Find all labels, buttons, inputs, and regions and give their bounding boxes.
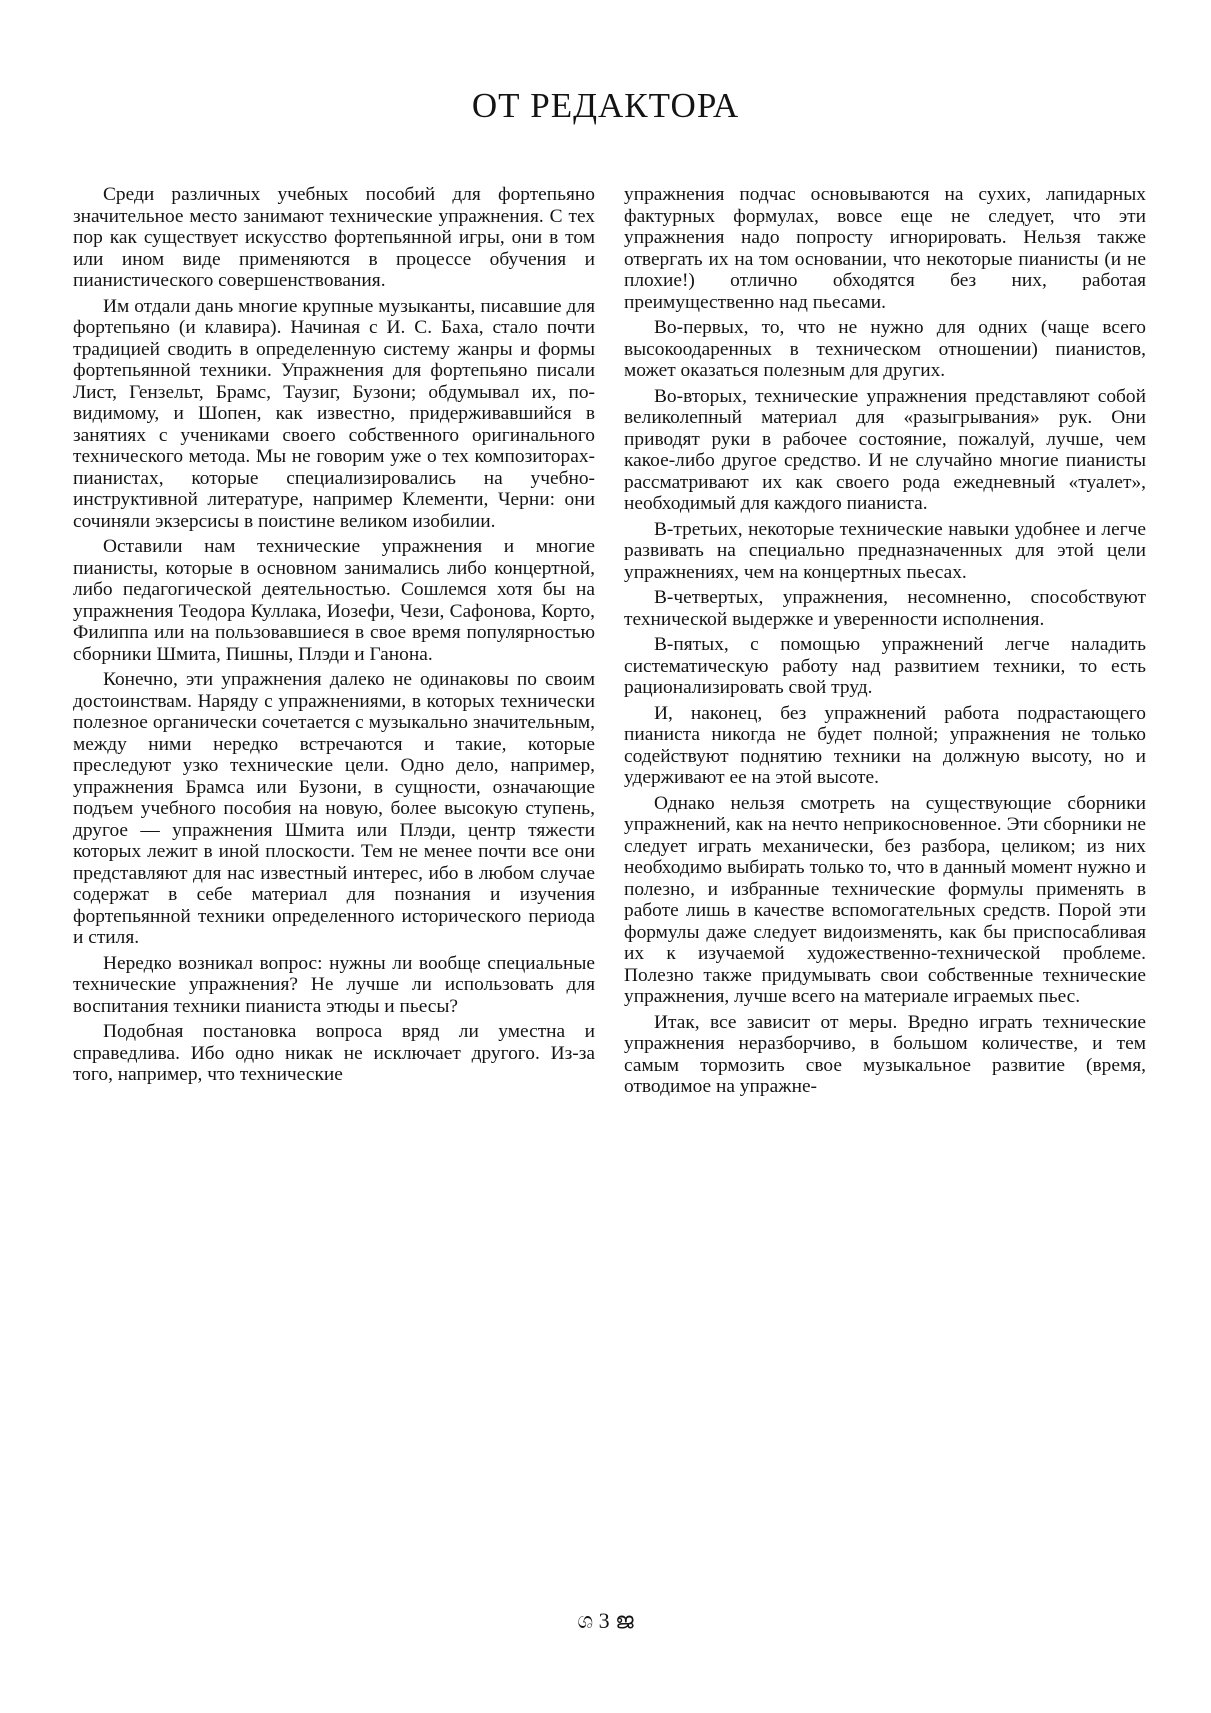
paragraph: В-четвертых, упражнения, несомненно, способствуют технической выдержке и уверенности исполнения.: [624, 587, 1146, 630]
right-column: [624, 184, 1146, 1102]
paragraph: Однако нельзя смотреть на существующие сборники упражнений, как на нечто неприкосновенное. Эти сборники не следует играть механически, без разбора, целиком; из них необходимо выбирать только то, что в данный момент нужно и полезно, и избранные технические формулы применять в работе лишь в качестве вспомогательных средств. Порой эти формулы даже следует видоизменять, как бы приспосабливая их к изучаемой художественно-технической проблеме. Полезно также придумывать свои собственные технические упражнения, лучше всего на материале играемых пьес.: [624, 792, 1146, 1007]
paragraph: В-пятых, с помощью упражнений легче наладить систематическую работу над развитием техники, то есть рационализировать свой труд.: [624, 634, 1146, 698]
paragraph: Подобная постановка вопроса вряд ли уместна и справедлива. Ибо одно никак не исключает другого. Из-за того, например, что технические: [73, 1021, 595, 1085]
paragraph: Во-первых, то, что не нужно для одних (чаще всего высокоодаренных в техническом отношении) пианистов, может оказаться полезным для других.: [624, 317, 1146, 381]
paragraph: Оставили нам технические упражнения и многие пианисты, которые в основном занимались либо концертной, либо педагогической деятельностью. Сошлемся хотя бы на упражнения Теодора Куллака, Иозефи, Чези, Сафонова, Корто, Филиппа или на пользовавшиеся в свое время популярностью сборники Шмита, Пишны, Плэди и Ганона.: [73, 536, 595, 665]
paragraph: В-третьих, некоторые технические навыки удобнее и легче развивать на специально предназначенных для этой цели упражнениях, чем на концертных пьесах.: [624, 518, 1146, 583]
paragraph-continuation: упражнения подчас основываются на сухих, лапидарных фактурных формулах, вовсе еще не следует, что эти упражнения надо попросту игнорировать. Нельзя также отвергать их на том основании, что некоторые пианисты (и не плохие!) отлично обходятся без них, работая преимущественно над пьесами.: [624, 184, 1146, 313]
page-number: ශ 3 ജ: [577, 1608, 634, 1633]
paragraph: Им отдали дань многие крупные музыканты, писавшие для фортепьяно (и клавира). Начиная с И. С. Баха, стало почти традицией сводить в определенную систему жанры и формы фортепьянной техники. Упражнения для фортепьяно писали Лист, Гензельт, Брамс, Таузиг, Бузони; обдумывал их, по-видимому, и Шопен, как известно, придерживавшийся в занятиях с учениками своего собственного оригинального технического метода. Мы не говорим уже о тех композиторах-пианистах, которые специализировались на учебно-инструктивной литературе, например Клементи, Черни: они сочиняли экзерсисы в поистине великом изобилии.: [73, 295, 595, 532]
paragraph: Итак, все зависит от меры. Вредно играть технические упражнения неразборчиво, в большом количестве, и тем самым тормозить свое музыкальное развитие (время, отводимое на упражне-: [624, 1011, 1146, 1097]
paragraph: Нередко возникал вопрос: нужны ли вообще специальные технические упражнения? Не лучше ли использовать для воспитания техники пианиста этюды и пьесы?: [73, 952, 595, 1017]
left-column: [73, 184, 595, 1090]
paragraph: Среди различных учебных пособий для фортепьяно значительное место занимают технические упражнения. С тех пор как существует искусство фортепьянной игры, они в том или ином виде применяются в процессе обучения и пианистического совершенствования.: [73, 184, 595, 291]
paragraph: И, наконец, без упражнений работа подрастающего пианиста никогда не будет полной; упражнения не только содействуют поднятию техники на должную высоту, но и удерживают ее на этой высоте.: [624, 702, 1146, 788]
page-title: ОТ РЕДАКТОРА: [471, 86, 740, 125]
paragraph: Конечно, эти упражнения далеко не одинаковы по своим достоинствам. Наряду с упражнениями, в которых технически полезное органически сочетается с музыкально значительным, между ними нередко встречаются и такие, которые преследуют узко технические цели. Одно дело, например, упражнения Брамса или Бузони, в сущности, означающие подъем учебного пособия на новую, более высокую ступень, другое — упражнения Шмита или Плэди, центр тяжести которых лежит в иной плоскости. Тем не менее почти все они представляют для нас известный интерес, ибо в любом случае содержат в себе материал для познания и изучения фортепьянной техники определенного исторического периода и стиля.: [73, 669, 595, 948]
paragraph: Во-вторых, технические упражнения представляют собой великолепный материал для «разыгрывания» рук. Они приводят руки в рабочее состояние, пожалуй, лучше, чем какое-либо другое средство. И не случайно многие пианисты рассматривают их как своего рода ежедневный «туалет», необходимый для каждого пианиста.: [624, 385, 1146, 514]
